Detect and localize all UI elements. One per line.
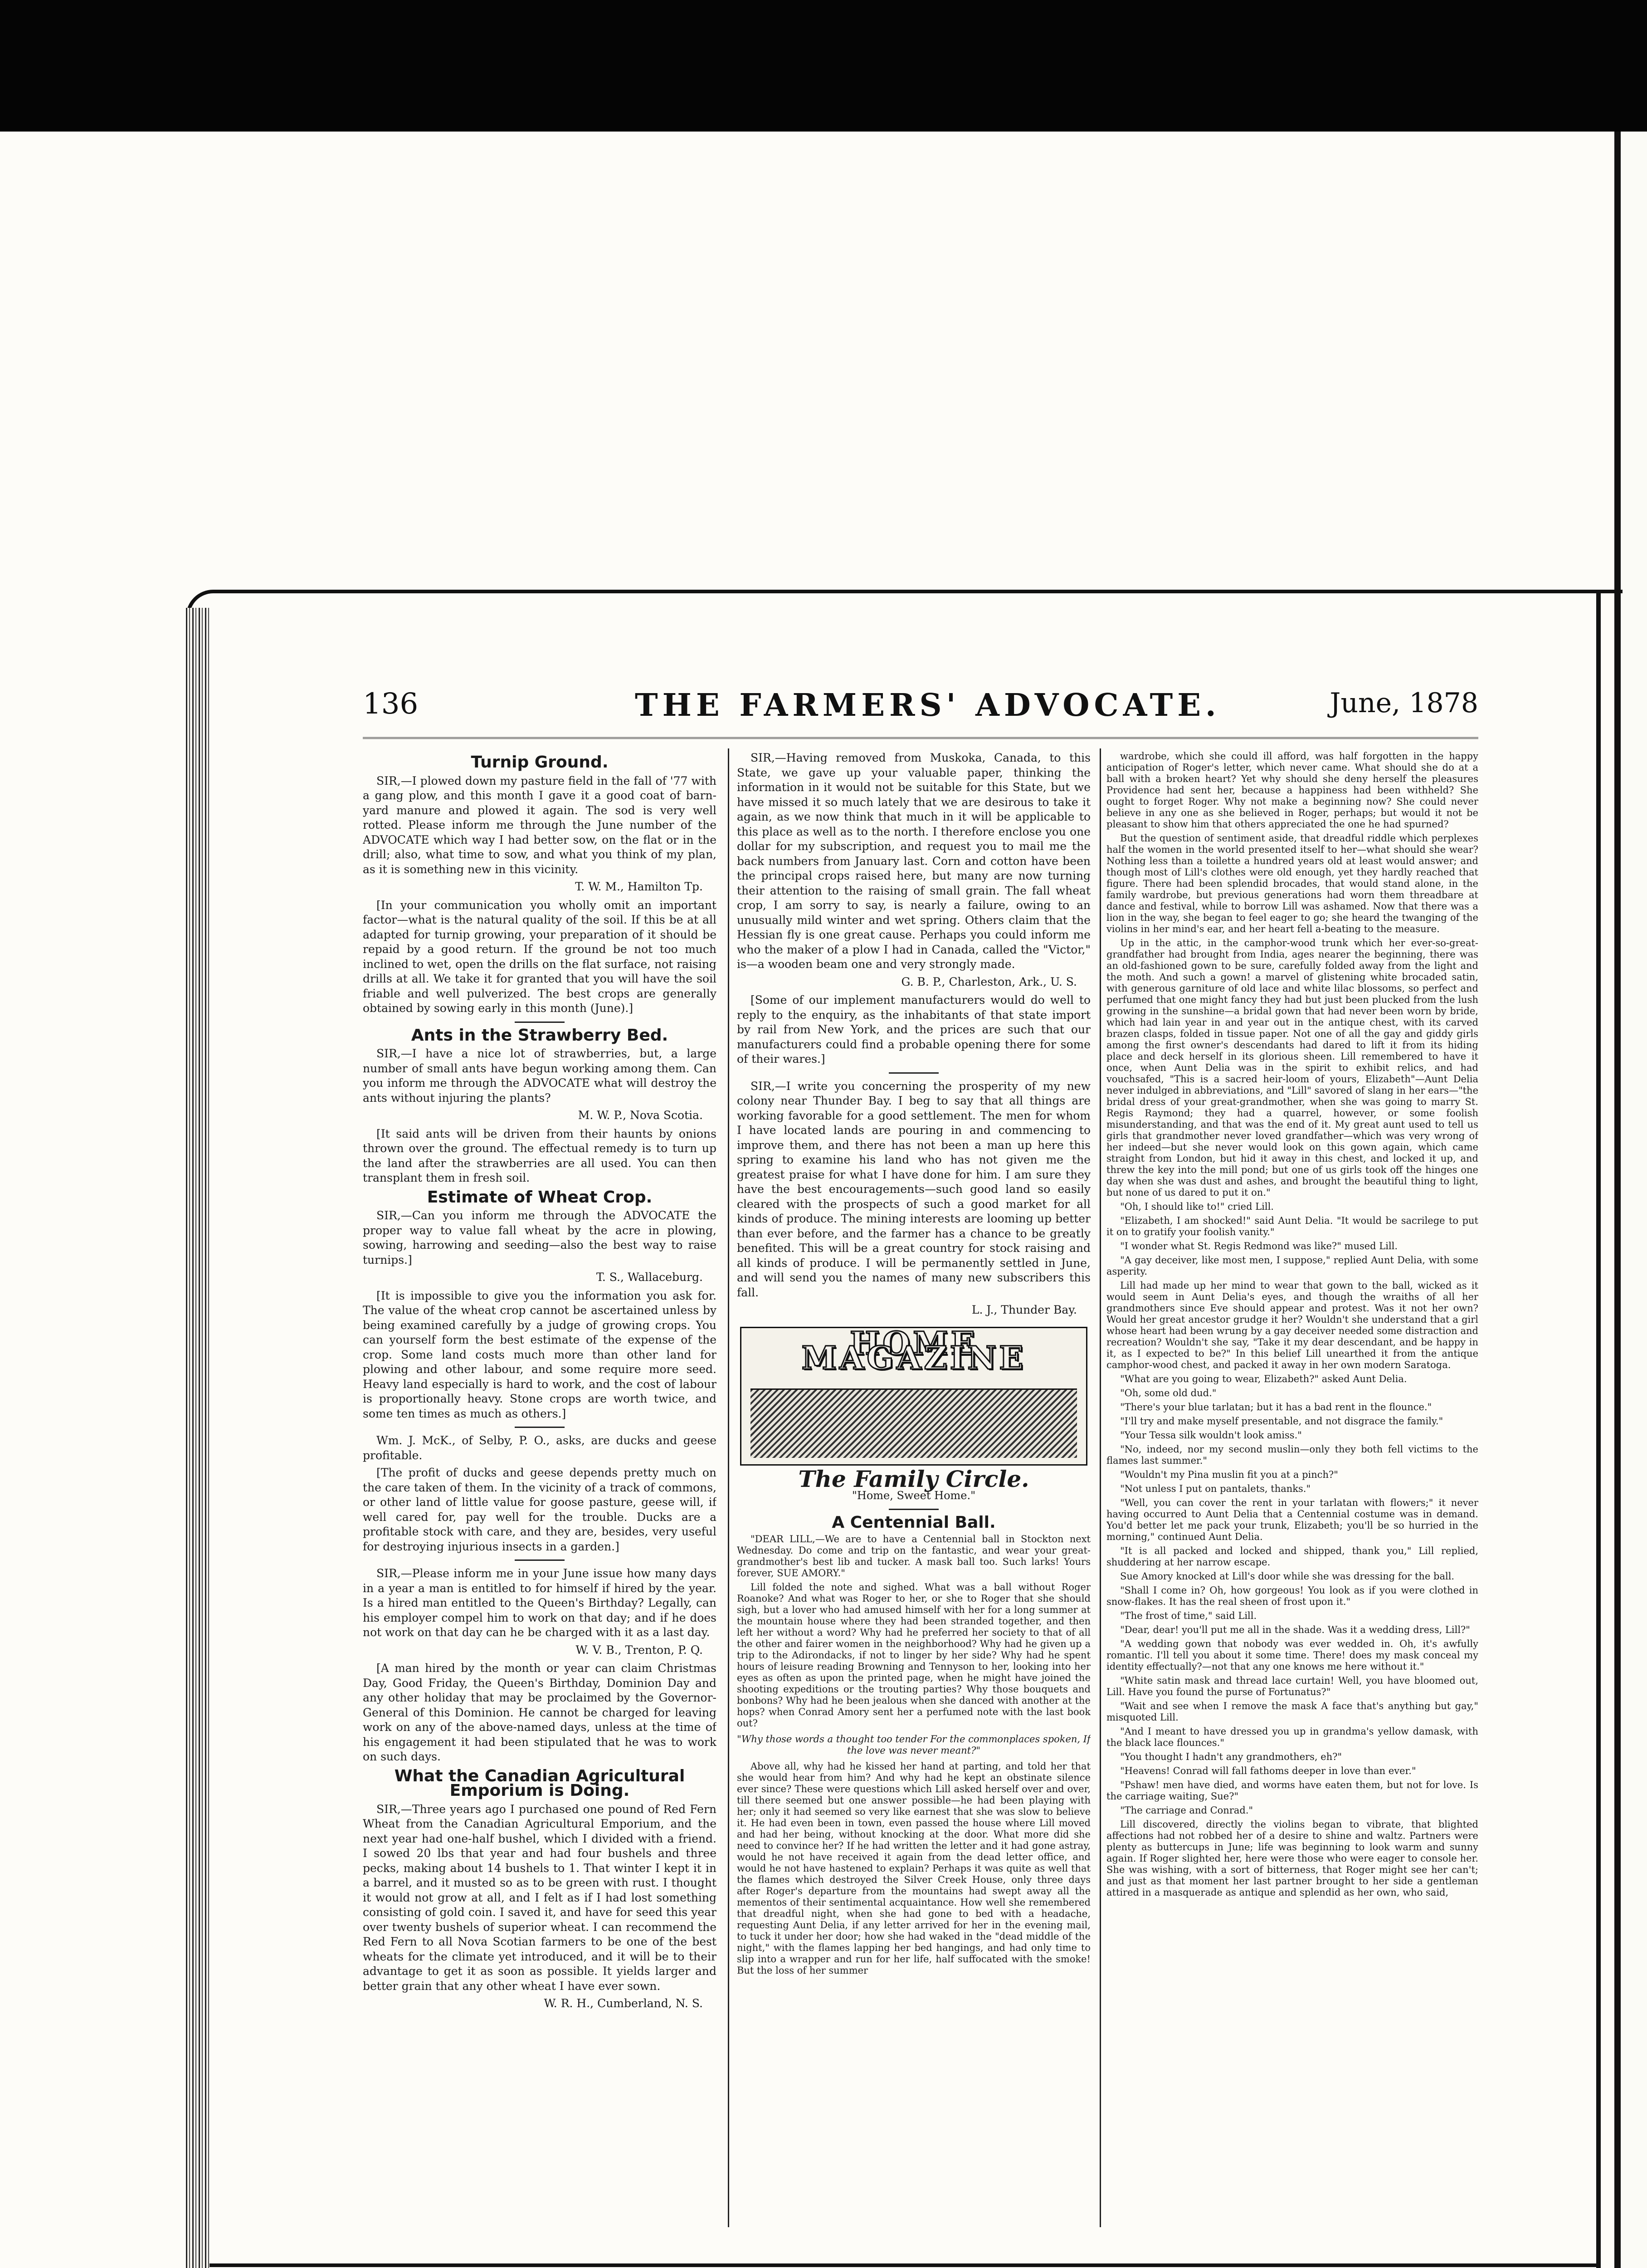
story-paragraph: "No, indeed, nor my second muslin—only they both fell victims to the flames last summer." [1106,1444,1478,1466]
letter-body: SIR,—Having removed from Muskoka, Canada, to this State, we gave up your valuable paper, thinking the information in it would not be suitable for this State, but we have missed it so much lately that we are desirous to take it again, as we now think that much in it will be applicable to this place as well as to the north. I therefore enclose you one dollar for my subscription, and request you to mail me the back numbers from January last. Corn and cotton have been the principal crops raised here, but many are now turning their attention to the raising of small grain. The fall wheat crop, I am sorry to say, is nearly a failure, owing to an unusually mild winter and wet spring. Others claim that the Hessian fly is one great cause. Perhaps you could inform me who the maker of a plow I had in Canada, called the "Victor," is—a wooden beam one and very strongly made. [737,751,1091,971]
letter-signature: W. R. H., Cumberland, N. S. [544,1997,703,2010]
letter-body: Wm. J. McK., of Selby, P. O., asks, are ducks and geese profitable. [363,1434,716,1462]
issue-date: June, 1878 [1330,687,1478,719]
article-title: Turnip Ground. [471,753,609,772]
page-right-edge [1596,590,1601,2268]
story-verse: "Why those words a thought too tender For the commonplaces spoken, If the love was never meant?" [737,1734,1091,1756]
story-paragraph: "There's your blue tarlatan; but it has a bad rent in the flounce." [1120,1402,1432,1413]
letter-signature: W. V. B., Trenton, P. Q. [575,1643,703,1657]
story-paragraph: wardrobe, which she could ill afford, was half forgotten in the happy anticipation of Roger's letter, which never came. What should she do at a ball with a broken heart? Yet why should she deny herself the pleasures Providence had sent her, because a happiness had been withheld? She ought to forget Roger. Why not make a beginning now? She could never believe in any one as she believed in Roger, perhaps; but would it not be pleasant to show him that others appreciated the one he had spurned? [1106,751,1478,830]
section-divider [515,1559,565,1561]
banner-title: HOME MAGAZINE [801,1326,1026,1377]
column-left [363,751,716,2225]
page-number: 136 [363,687,419,721]
story-paragraph: Up in the attic, in the camphor-wood trunk which her ever-so-great-grandfather had brought from India, ages nearer the beginning, there was an old-fashioned gown to be sure, carefully folded away from the light and the moth. And such a gown! a marvel of glistening white brocaded satin, with generous garniture of old lace and white lilac blossoms, so perfect and perfumed that one might fancy they had but just been plucked from the lush growing in the sunshine—a bridal gown that had never been worn by bride, which had lain year in and year out in the antique chest, with its carved brazen clasps, folded in tissue paper. Not one of all the gay and giddy girls among the first owner's descendants had dared to lift it from its hiding place and deck herself in its glorious sheen. Lill remembered to have it once, when Aunt Delia was in the spirit to exhibit relics, and had vouchsafed, "This is a sacred heir-loom of yours, Elizabeth"—Aunt Delia never indulged in abbreviations, and "Lill" savored of slang in her ears—"the bridal dress of your great-grandmother, when she was going to marry St. Regis Raymond; they had a quarrel, however, or some foolish misunderstanding, and that was the end of it. My great aunt used to tell us girls that grandmother never loved grandfather—which was very wrong of her indeed—but she never would look on this gown again, which came straight from London, but hid it away in this chest, and locked it up, and threw the key into the mill pond; but one of us girls took off the hinges one day when she was dust and ashes, and brought the beautiful thing to light, but none of us dared to put it on." [1106,938,1478,1198]
article-title: Estimate of Wheat Crop. [427,1188,653,1207]
letter-signature: G. B. P., Charleston, Ark., U. S. [901,975,1077,988]
story-paragraph: "It is all packed and locked and shipped, thank you," Lill replied, shuddering at her narrow escape. [1106,1545,1478,1568]
scan-border-top [0,0,1647,132]
masthead: THE FARMERS' ADVOCATE. [635,687,1221,723]
letter-signature: T. W. M., Hamilton Tp. [575,880,703,893]
column-right [1106,751,1478,2225]
letter-signature: L. J., Thunder Bay. [971,1303,1077,1316]
story-paragraph: "White satin mask and thread lace curtain! Well, you have bloomed out, Lill. Have you found the purse of Fortunatus?" [1106,1675,1478,1697]
page-top-edge [186,590,1623,621]
column-middle [737,751,1091,2225]
letter-body: SIR,—Can you inform me through the ADVOCATE the proper way to value fall wheat by the acre in plowing, sowing, harrowing and seeding—also the best way to raise turnips.] [363,1209,716,1266]
letter-signature: M. W. P., Nova Scotia. [578,1109,703,1122]
story-paragraph: "You thought I hadn't any grandmothers, eh?" [1120,1751,1342,1762]
story-paragraph: "A wedding gown that nobody was ever wedded in. Oh, it's awfully romantic. I'll tell you about it some time. There! does my mask conceal my identity effectually?—not that any one knows me here without it." [1106,1638,1478,1672]
section-title: The Family Circle. [798,1465,1029,1492]
letter-body: SIR,—I plowed down my pasture field in the fall of '77 with a gang plow, and this month I gave it a good coat of barn-yard manure and plowed it again. The sod is very well rotted. Please inform me through the June number of the ADVOCATE which way I had better sow, on the flat or in the drill; also, what time to sow, and what you think of my plan, as it is something new in this vicinity. [363,774,716,876]
page-header [363,683,1478,739]
story-paragraph: "DEAR LILL,—We are to have a Centennial ball in Stockton next Wednesday. Do come and trip on the fantastic, and wear your great-grandmother's best lib and tucker. A mask ball too. Such larks! Yours forever, SUE AMORY." [737,1534,1091,1579]
story-paragraph: "Pshaw! men have died, and worms have eaten them, but not for love. Is the carriage waiting, Sue?" [1106,1779,1478,1802]
story-paragraph: "Elizabeth, I am shocked!" said Aunt Delia. "It would be sacrilege to put it on to gratify your foolish vanity." [1106,1215,1478,1237]
story-paragraph: "A gay deceiver, like most men, I suppose," replied Aunt Delia, with some asperity. [1106,1255,1478,1277]
section-subtitle: "Home, Sweet Home." [852,1489,976,1502]
editor-reply: [A man hired by the month or year can claim Christmas Day, Good Friday, the Queen's Birthday, Dominion Day and any other holiday that may be proclaimed by the Governor-General of this Dominion. He cannot be charged for leaving work on any of the above-named days, unless at the time of his engagement it had been stipulated that he was to work on such days. [363,1662,716,1763]
story-paragraph: "Wouldn't my Pina muslin fit you at a pinch?" [1120,1469,1338,1480]
story-paragraph: "Heavens! Conrad will fall fathoms deeper in love than ever." [1120,1765,1416,1776]
editor-reply: [It said ants will be driven from their haunts by onions thrown over the ground. The effectual remedy is to turn up the land after the strawberries are all used. You can then transplant them in fresh soil. [363,1127,716,1184]
story-title: A Centennial Ball. [832,1513,996,1532]
story-paragraph: "Well, you can cover the rent in your tarlatan with flowers;" it never having occurred to Aunt Delia that a Centennial costume was in demand. You'd better let me pack your trunk, Elizabeth; you'll be so hurried in the morning," continued Aunt Delia. [1106,1497,1478,1542]
letter-body: SIR,—I have a nice lot of strawberries, but, a large number of small ants have begun working among them. Can you inform me through the ADVOCATE what will destroy the ants without injuring the plants? [363,1047,716,1105]
home-magazine-banner [740,1327,1087,1466]
story-paragraph: "What are you going to wear, Elizabeth?" asked Aunt Delia. [1120,1374,1407,1384]
section-divider [889,1509,939,1510]
column-rule [1100,748,1101,2227]
editor-reply: [Some of our implement manufacturers would do well to reply to the enquiry, as the inhabitants of that state import by rail from New York, and the prices are such that our manufacturers could find a probable opening there for some of their wares.] [737,993,1091,1066]
story-paragraph: Lill folded the note and sighed. What was a ball without Roger Roanoke? And what was Roger to her, or she to Roger that she should sigh, but a lover who had amused himself with her for a long summer at the mountain house where they had been stranded together, and then left her without a word? Why had he preferred her society to that of all the other and fairer women in the neighborhood? Why had he given up a trip to the Adirondacks, if not to linger by her side? Why had he spent hours of leisure reading Browning and Tennyson to her, looking into her eyes as often as upon the printed page, when he might have joined the shooting expeditions or the trouting parties? Why those bouquets and bonbons? Why had he been jealous when she danced with another at the hops? when Conrad Amory sent her a perfumed note with the last book out? [737,1582,1091,1729]
story-paragraph: "I wonder what St. Regis Redmond was like?" mused Lill. [1120,1241,1398,1251]
letter-body: SIR,—Please inform me in your June issue how many days in a year a man is entitled to for himself if hired by the year. Is a hired man entitled to the Queen's Birthday? Legally, can his employer compel him to work on that day; and if he does not work on that day can he be charged with it as a last day. [363,1567,716,1639]
letter-body: SIR,—I write you concerning the prosperity of my new colony near Thunder Bay. I beg to say that all things are working favorable for a good settlement. The men for whom I have located lands are pouring in and commencing to improve them, and there has not been a man up here this spring to examine his land who has not given me the greatest praise for what I have done for him. I am sure they have the best encouragements—such good land so easily cleared with the prospects of such a good market for all kinds of produce. The mining interests are looming up better than ever before, and the farmer has a chance to be greatly benefited. This will be a great country for stock raising and all kinds of produce. I will be permanently settled in June, and will send you the names of many new subscribers this fall. [737,1079,1091,1299]
section-divider [515,1427,565,1428]
story-paragraph: "Wait and see when I remove the mask A face that's anything but gay," misquoted Lill. [1106,1701,1478,1723]
editor-reply: [In your communication you wholly omit an important factor—what is the natural quality of the soil. If this be at all adapted for turnip growing, your preparation of it should be repaid by a good return. If the ground be not too much inclined to wet, open the drills on the flat surface, not raising drills at all. We take it for granted that you will have the soil friable and well pulverized. The best crops are generally obtained by sowing early in this month (June).] [363,898,716,1015]
story-paragraph: "The frost of time," said Lill. [1120,1610,1257,1621]
adjacent-page-edge [1614,132,1647,2268]
page-bottom-edge [190,2263,1601,2267]
story-paragraph: "The carriage and Conrad." [1120,1805,1253,1816]
story-paragraph: Lill had made up her mind to wear that gown to the ball, wicked as it would seem in Aunt Delia's eyes, and though the wraiths of all her grandmothers since Eve should appear and protest. Was it not her own? Would her great ancestor grudge it her? Wouldn't she understand that a girl whose heart had been wrung by a gay deceiver needed some distraction and recreation? Wouldn't she say, "Take it my dear descendant, and be happy in it, as I expected to be?" In this belief Lill unearthed it from the antique camphor-wood chest, and packed it away in her own modern Saratoga. [1106,1280,1478,1370]
story-paragraph: "Oh, I should like to!" cried Lill. [1120,1201,1274,1212]
story-paragraph: "Not unless I put on pantalets, thanks." [1120,1483,1311,1494]
story-paragraph: "Shall I come in? Oh, how gorgeous! You look as if you were clothed in snow-flakes. It has the real sheen of frost upon it." [1106,1585,1478,1607]
story-paragraph: Sue Amory knocked at Lill's door while she was dressing for the ball. [1120,1571,1455,1582]
story-paragraph: "I'll try and make myself presentable, and not disgrace the family." [1120,1416,1443,1427]
editor-reply: [The profit of ducks and geese depends pretty much on the care taken of them. In the vicinity of a track of commons, or other land of little value for goose pasture, geese will, if well cared for, pay well for the trouble. Ducks are a profitable stock with care, and they are, besides, very useful for destroying injurious insects in a garden.] [363,1466,716,1553]
editor-reply: [It is impossible to give you the information you ask for. The value of the wheat crop cannot be ascertained unless by being examined carefully by a judge of growing crops. You can yourself form the best estimate of the expense of the crop. Some land costs much more than other land for plowing and other labour, and some require more seed. Heavy land especially is hard to work, and the cost of labour is proportionally heavy. Stone crops are worth twice, and some ten times as much as others.] [363,1289,716,1420]
story-paragraph: Above all, why had he kissed her hand at parting, and told her that she would hear from him? And why had he kept an obstinate silence ever since? These were questions which Lill asked herself over and over, till there seemed but one answer possible—he had been playing with her; only it had seemed so very like earnest that she was slow to believe it. He had even been in town, even passed the house where Lill moved and had her being, without knocking at the door. What more did she need to convince her? If he had written the letter and it had gone astray, would he not have received it again from the dead letter office, and would he not have hastened to explain? Perhaps it was quite as well that the flames which destroyed the Silver Creek House, only three days after Roger's departure from the mountains had swept away all the mementos of their sentimental acquaintance. How well she remembered that dreadful night, when she had gone to bed with a headache, requesting Aunt Delia, if any letter arrived for her in the evening mail, to tuck it under her door; how she had waked in the "dead middle of the night," with the flames lapping her bed hangings, and had only time to slip into a wrapper and run for her life, half suffocated with the smoke! But the loss of her summer [737,1761,1091,1976]
letter-body: SIR,—Three years ago I purchased one pound of Red Fern Wheat from the Canadian Agricultural Emporium, and the next year had one-half bushel, which I divided with a friend. I sowed 20 lbs that year and had four bushels and three pecks, making about 14 bushels to 1. That winter I kept it in a barrel, and it musted so as to be green with rust. I thought it would not grow at all, and I felt as if I had lost something consisting of gold coin. I saved it, and have for seed this year over twenty bushels of superior wheat. I can recommend the Red Fern to all Nova Scotian farmers to be one of the best wheats for the climate yet introduced, and it will be to their advantage to get it as soon as possible. It yields larger and better grain that any other wheat I have ever sown. [363,1802,716,1993]
column-rule [728,748,729,2227]
article-title: Ants in the Strawberry Bed. [411,1026,668,1045]
letter-signature: T. S., Wallaceburg. [596,1271,703,1284]
story-paragraph: Lill discovered, directly the violins began to vibrate, that blighted affections had not robbed her of a desire to shine and waltz. Partners were plenty as buttercups in June; life was beginning to look warm and sunny again. If Roger slighted her, here were those who were eager to console her. She was wishing, with a sort of bitterness, that Roger might see her can't; and just as that moment her last partner brought to her side a gentleman attired in a masquerade as antique and splendid as her own, who said, [1106,1819,1478,1898]
book-spine [186,608,210,2268]
section-divider [515,1022,565,1023]
section-divider [889,1072,939,1074]
story-paragraph: "And I meant to have dressed you up in grandma's yellow damask, with the black lace flounces." [1106,1726,1478,1748]
story-paragraph: "Dear, dear! you'll put me all in the shade. Was it a wedding dress, Lill?" [1120,1624,1470,1635]
story-paragraph: "Oh, some old dud." [1120,1388,1217,1398]
story-paragraph: But the question of sentiment aside, that dreadful riddle which perplexes half the women in the world presented itself to her—what should she wear? Nothing less than a toilette a hundred years old at least would answer; and though most of Lill's clothes were old enough, yet they hardly reached that figure. There had been splendid brocades, that would stand alone, in the family wardrobe, but previous generations had worn them threadbare at dance and festival, while to borrow Lill was ashamed. Now that there was a lion in the way, she began to feel eager to go; she heard the twanging of the violins in her mind's ear, and her heart fell a-beating to the measure. [1106,833,1478,934]
article-title: What the Canadian Agricultural Emporium is Doing. [394,1766,685,1800]
story-paragraph: "Your Tessa silk wouldn't look amiss." [1120,1430,1302,1441]
banner-illustration [750,1388,1077,1458]
